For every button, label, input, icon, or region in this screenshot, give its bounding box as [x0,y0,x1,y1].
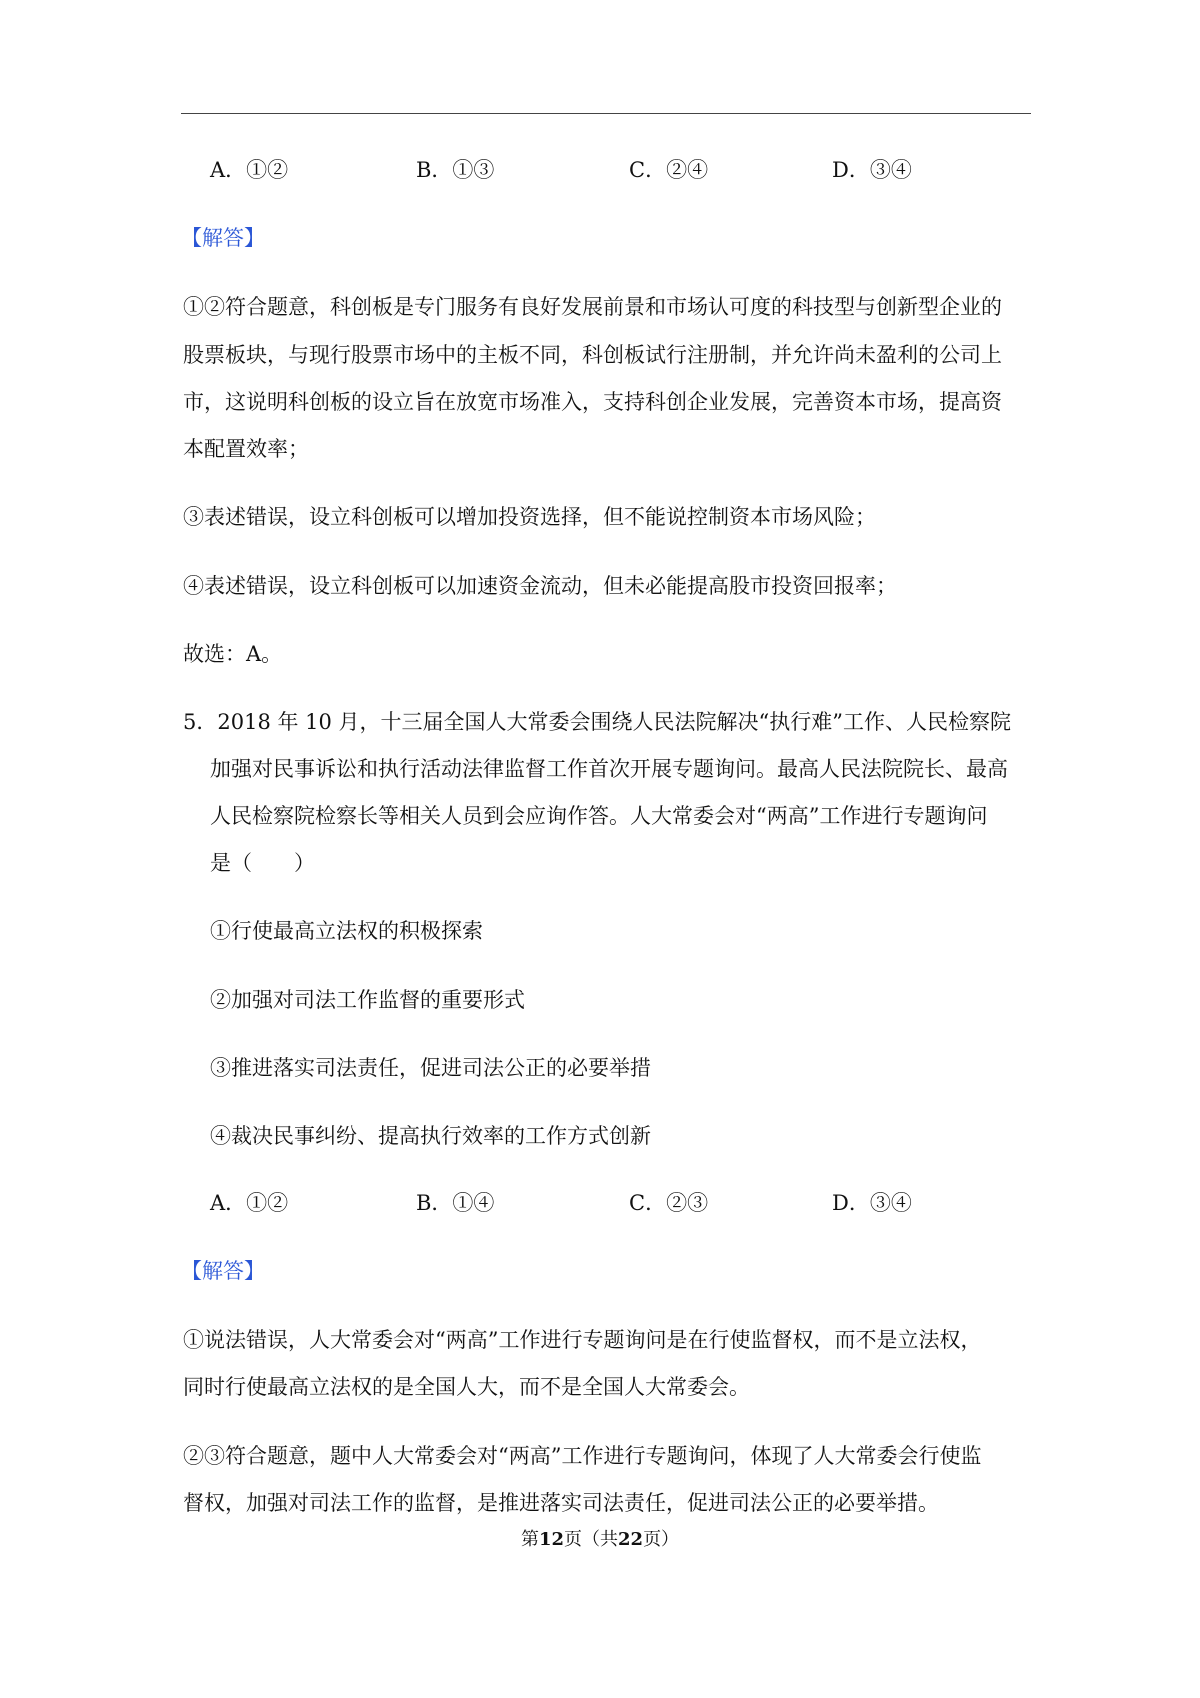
q5-stem-line2: 加强对民事诉讼和执行活动法律监督工作首次开展专题询问。最高人民法院院长、最高 [210,757,1008,781]
q5-option-b: B．①④ [416,1191,495,1215]
footer-total-pages: 22 [618,1529,644,1550]
page-footer [0,1528,1200,1552]
q5-answer-label: 【解答】 [181,1259,265,1283]
q4-option-a: A．①② [210,158,289,182]
q5-stem-line1: 5．2018 年 10 月，十三届全国人大常委会围绕人民法院解决“执行难”工作、人民检察院 [183,710,1012,734]
q5-answer-para2-line1: ②③符合题意，题中人大常委会对“两高”工作进行专题询问，体现了人大常委会行使监 [183,1444,982,1468]
q5-option-c: C．②③ [629,1191,709,1215]
q5-statement-2: ②加强对司法工作监督的重要形式 [210,988,525,1012]
q4-answer-para3: ④表述错误，设立科创板可以加速资金流动，但未必能提高股市投资回报率； [183,574,897,598]
q5-statement-1: ①行使最高立法权的积极探索 [210,919,483,943]
q4-answer-conclusion: 故选：A。 [183,642,283,666]
q5-stem-line3: 人民检察院检察长等相关人员到会应询作答。人大常委会对“两高”工作进行专题询问 [210,804,988,828]
q4-option-b: B．①③ [416,158,495,182]
footer-page-number: 12 [538,1529,564,1550]
q5-option-a: A．①② [210,1191,289,1215]
header-rule [181,113,1031,114]
q4-answer-para1-line1: ①②符合题意，科创板是专门服务有良好发展前景和市场认可度的科技型与创新型企业的 [183,295,1002,319]
q4-answer-para2: ③表述错误，设立科创板可以增加投资选择，但不能说控制资本市场风险； [183,505,876,529]
q4-answer-para1-line4: 本配置效率； [183,437,309,461]
footer-suffix: 页） [643,1529,680,1550]
q5-stem-line4: 是（ ） [210,851,315,875]
q5-answer-para1-line1: ①说法错误，人大常委会对“两高”工作进行专题询问是在行使监督权，而不是立法权， [183,1328,982,1352]
q5-option-d: D．③④ [832,1191,912,1215]
q4-option-c: C．②④ [629,158,709,182]
footer-middle: 页（共 [564,1529,618,1550]
footer-prefix: 第 [520,1529,539,1550]
q4-answer-label: 【解答】 [181,226,265,250]
q5-answer-para2-line2: 督权，加强对司法工作的监督，是推进落实司法责任，促进司法公正的必要举措。 [183,1491,939,1515]
q4-answer-para1-line2: 股票板块，与现行股票市场中的主板不同，科创板试行注册制，并允许尚未盈利的公司上 [183,343,1002,367]
q5-answer-para1-line2: 同时行使最高立法权的是全国人大，而不是全国人大常委会。 [183,1375,750,1399]
q5-statement-3: ③推进落实司法责任，促进司法公正的必要举措 [210,1056,651,1080]
q4-answer-para1-line3: 市，这说明科创板的设立旨在放宽市场准入，支持科创企业发展，完善资本市场，提高资 [183,390,1002,414]
q5-statement-4: ④裁决民事纠纷、提高执行效率的工作方式创新 [210,1124,651,1148]
q4-option-d: D．③④ [832,158,912,182]
